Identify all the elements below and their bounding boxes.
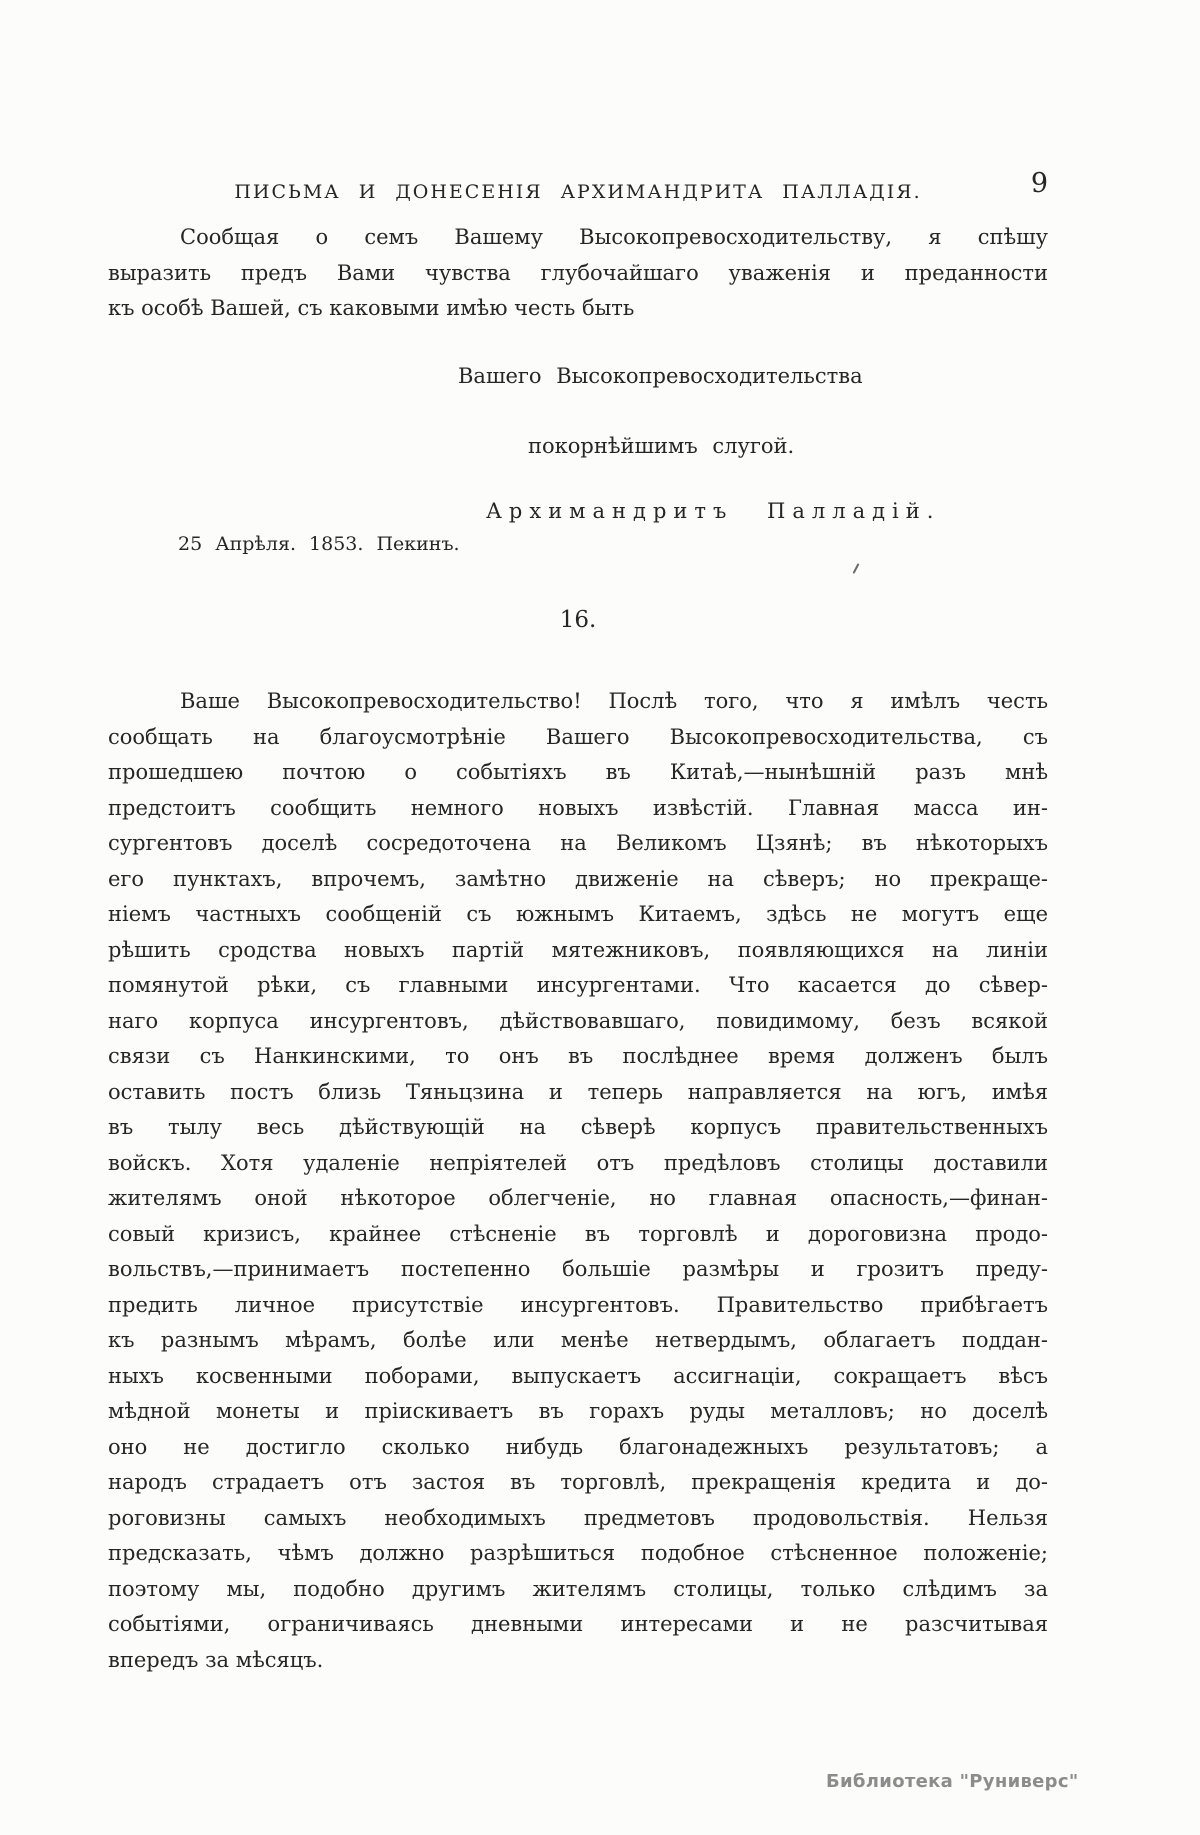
- text-line: оно не достигло сколько нибудь благонадежныхъ результатовъ; а: [108, 1434, 1048, 1459]
- text-line: въ тылу весь дѣйствующій на сѣверѣ корпусъ правительственныхъ: [108, 1115, 1048, 1139]
- letter-16-paragraph: [108, 684, 1048, 1678]
- text-line: совый кризисъ, крайнее стѣсненіе въ торговлѣ и дороговизна продо-: [108, 1221, 1048, 1246]
- text-line: народъ страдаетъ отъ застоя въ торговлѣ, прекращенія кредита и до-: [108, 1470, 1048, 1494]
- text-line: поэтому мы, подобно другимъ жителямъ столицы, только слѣдимъ за: [108, 1576, 1048, 1601]
- text-line: вольствъ,—принимаетъ постепенно большіе размѣры и грозитъ преду-: [108, 1257, 1048, 1281]
- text-line: выразить предъ Вами чувства глубочайшаго уваженія и преданности: [108, 260, 1048, 285]
- text-line: роговизны самыхъ необходимыхъ предметовъ продовольствія. Нельзя: [108, 1505, 1048, 1530]
- text-line: къ разнымъ мѣрамъ, болѣе или менѣе нетвердымъ, облагаетъ поддан-: [108, 1328, 1048, 1352]
- text-line: помянутой рѣки, съ главными инсургентами. Что касается до сѣвер-: [108, 973, 1048, 997]
- text-line: предсказать, чѣмъ должно разрѣшиться подобное стѣсненное положеніе;: [108, 1541, 1048, 1565]
- text-line: ніемъ частныхъ сообщеній съ южнымъ Китаемъ, здѣсь не могутъ еще: [108, 902, 1048, 926]
- text-line: событіями, ограничиваясь дневными интересами и не разсчитывая: [108, 1612, 1048, 1636]
- text-line: связи съ Нанкинскими, то онъ въ послѣднее время долженъ былъ: [108, 1044, 1048, 1068]
- text-line: жителямъ оной нѣкоторое облегченіе, но главная опасность,—финан-: [108, 1186, 1048, 1210]
- section-number: 16.: [559, 607, 597, 633]
- text-line: войскъ. Хотя удаленіе непріятелей отъ предѣловъ столицы доставили: [108, 1150, 1048, 1175]
- text-line: его пунктахъ, впрочемъ, замѣтно движеніе на сѣверъ; но прекраще-: [108, 866, 1048, 891]
- text-line: наго корпуса инсургентовъ, дѣйствовавшаго, повидимому, безъ всякой: [108, 1008, 1048, 1033]
- text-line: предстоитъ сообщить немного новыхъ извѣстій. Главная масса ин-: [108, 795, 1048, 820]
- library-watermark: Библиотека "Руниверс": [826, 1771, 1079, 1792]
- text-line: сообщать на благоусмотрѣніе Вашего Высокопревосходительства, съ: [108, 724, 1048, 749]
- text-line: Ваше Высокопревосходительство! Послѣ того, что я имѣлъ честь: [180, 689, 1048, 713]
- dateline: 25 Апрѣля. 1853. Пекинъ.: [178, 533, 460, 555]
- running-header: ПИСЬМА И ДОНЕСЕНІЯ АРХИМАНДРИТА ПАЛЛАДІЯ.: [234, 181, 922, 203]
- text-line: оставить постъ близь Тяньцзина и теперь направляется на югъ, имѣя: [108, 1079, 1048, 1104]
- text-line: ныхъ косвенными поборами, выпускаетъ ассигнаціи, сокращаетъ вѣсъ: [108, 1363, 1048, 1388]
- text-line: предить личное присутствіе инсургентовъ. Правительство прибѣгаетъ: [108, 1292, 1048, 1317]
- signature-line: Архимандритъ Палладій.: [486, 499, 941, 523]
- letter-15-closing-paragraph: [108, 220, 1048, 327]
- scan-artifact-mark: [853, 563, 860, 574]
- text-line: къ особѣ Вашей, съ каковыми имѣю честь быть: [108, 296, 635, 320]
- text-line: рѣшить сродства новыхъ партій мятежниковъ, появляющихся на линіи: [108, 937, 1048, 962]
- valediction-line: покорнѣйшимъ слугой.: [528, 434, 795, 458]
- text-line: сургентовъ доселѣ сосредоточена на Великомъ Цзянѣ; въ нѣкоторыхъ: [108, 831, 1048, 855]
- valediction-line: Вашего Высокопревосходительства: [458, 364, 863, 388]
- text-line: мѣдной монеты и пріискиваетъ въ горахъ руды металловъ; но доселѣ: [108, 1399, 1048, 1423]
- text-line: прошедшею почтою о событіяхъ въ Китаѣ,—нынѣшній разъ мнѣ: [108, 760, 1048, 784]
- text-line: Сообщая о семъ Вашему Высокопревосходительству, я спѣшу: [180, 225, 1048, 249]
- page-number: 9: [1030, 168, 1048, 199]
- text-line: впередъ за мѣсяцъ.: [108, 1647, 324, 1672]
